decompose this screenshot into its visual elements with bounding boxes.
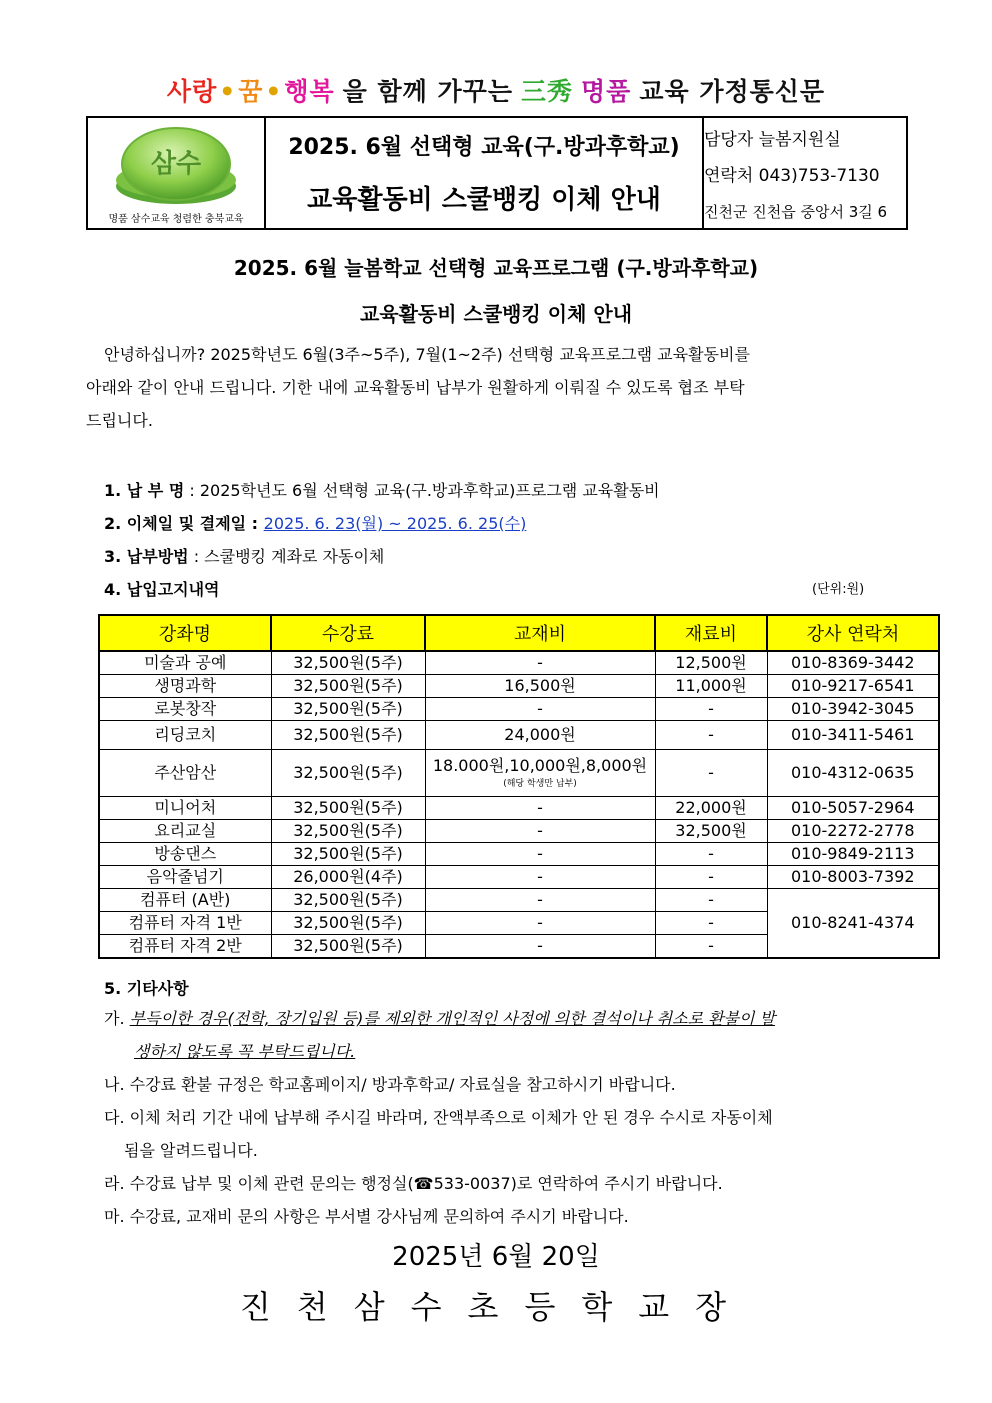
book-fee: 18.000원,10,000원,8,000원 [432, 756, 648, 775]
course-name: 음악줄넘기 [99, 866, 271, 889]
course-fee: 32,500원(5주) [271, 651, 425, 675]
etc-a-line-2: 생하지 않도록 꼭 부탁드립니다. [134, 1042, 356, 1061]
instructor-contact: 010-9849-2113 [767, 843, 939, 866]
book-fee: - [425, 843, 655, 866]
table-row [99, 698, 939, 721]
etc-item-a [104, 1002, 914, 1035]
material-fee: 22,000원 [655, 797, 767, 820]
course-name: 로봇창작 [99, 698, 271, 721]
table-row [99, 797, 939, 820]
item-payment-name [104, 478, 660, 501]
slogan-masterpiece: 명품 [581, 77, 632, 106]
course-name: 미니어처 [99, 797, 271, 820]
intro-line-1: 안녕하십니까? 2025학년도 6월(3주~5주), 7월(1~2주) 선택형 교육프로그램 교육활동비를 [104, 345, 750, 364]
header-title-1: 2025. 6월 선택형 교육(구.방과후학교) [288, 135, 680, 160]
book-fee: - [425, 889, 655, 912]
header-material: 재료비 [655, 615, 767, 651]
svg-text:삼수: 삼수 [150, 149, 202, 179]
table-header-row [99, 615, 939, 651]
table-row [99, 721, 939, 750]
table-row [99, 889, 939, 912]
book-fee: 24,000원 [425, 721, 655, 750]
header-book: 교재비 [425, 615, 655, 651]
instructor-contact: 010-5057-2964 [767, 797, 939, 820]
etc-item-c-cont: 됨을 알려드립니다. [124, 1141, 258, 1160]
etc-item-e: 마. 수강료, 교재비 문의 사항은 부서별 강사님께 문의하여 주시기 바랍니다. [104, 1207, 629, 1226]
etc-item-a-cont [104, 1035, 914, 1068]
material-fee: - [655, 866, 767, 889]
course-name: 주산암산 [99, 750, 271, 797]
book-fee-note: (해당 학생만 납부) [503, 779, 577, 789]
item-3-label: 3. 납부방법 [104, 547, 189, 566]
course-name: 방송댄스 [99, 843, 271, 866]
etc-item-b: 나. 수강료 환불 규정은 학교홈페이지/ 방과후학교/ 자료실을 참고하시기 바랍니다. [104, 1075, 676, 1094]
instructor-contact: 010-3942-3045 [767, 698, 939, 721]
item-transfer-date [104, 511, 526, 534]
table-row [99, 675, 939, 698]
instructor-contact: 010-8003-7392 [767, 866, 939, 889]
material-fee: - [655, 889, 767, 912]
course-name: 컴퓨터 자격 2반 [99, 935, 271, 959]
book-fee: - [425, 698, 655, 721]
book-fee: - [425, 935, 655, 959]
fee-table [98, 614, 940, 959]
material-fee: 32,500원 [655, 820, 767, 843]
item-3-value: : 스쿨뱅킹 계좌로 자동이체 [188, 547, 385, 566]
material-fee: - [655, 843, 767, 866]
course-fee: 32,500원(5주) [271, 820, 425, 843]
material-fee: - [655, 912, 767, 935]
course-fee: 32,500원(5주) [271, 797, 425, 820]
intro-line-3: 드립니다. [86, 411, 153, 430]
issue-date: 2025년 6월 20일 [392, 1242, 600, 1272]
table-row [99, 651, 939, 675]
logo-caption: 명품 삼수교육 청렴한 충북교육 [108, 214, 244, 225]
table-row [99, 843, 939, 866]
material-fee: - [655, 698, 767, 721]
slogan-dot: • [219, 77, 237, 106]
item-1-label: 1. 납 부 명 [104, 481, 185, 500]
course-fee: 32,500원(5주) [271, 843, 425, 866]
slogan-text: 을 함께 가꾸는 [342, 77, 513, 106]
item-billing-details [104, 577, 220, 600]
unit-label: (단위:원) [812, 582, 865, 597]
instructor-contact: 010-8241-4374 [767, 889, 939, 959]
slogan-happiness: 행복 [284, 77, 335, 106]
manager-line: 담당자 늘봄지원실 [704, 130, 841, 150]
table-row [99, 866, 939, 889]
instructor-contact: 010-9217-6541 [767, 675, 939, 698]
course-fee: 32,500원(5주) [271, 935, 425, 959]
material-fee: 12,500원 [655, 651, 767, 675]
slogan-dream: 꿈 [238, 77, 264, 106]
etc-item-c: 다. 이체 처리 기간 내에 납부해 주시길 바라며, 잔액부족으로 이체가 안 된 경우 수시로 자동이체 [104, 1108, 773, 1127]
book-fee: 16,500원 [425, 675, 655, 698]
header-box [86, 116, 908, 230]
phone-line: 연락처 043)753-7130 [704, 166, 880, 186]
course-fee: 32,500원(5주) [271, 912, 425, 935]
instructor-contact: 010-3411-5461 [767, 721, 939, 750]
slogan-samsu: 三秀 [520, 77, 573, 106]
material-fee: 11,000원 [655, 675, 767, 698]
contact-cell [704, 118, 906, 228]
school-logo-icon [108, 122, 244, 210]
item-2-label: 2. 이체일 및 결제일 : [104, 514, 264, 533]
item-4-label: 4. 납입고지내역 [104, 580, 220, 599]
instructor-contact: 010-8369-3442 [767, 651, 939, 675]
address-line: 진천군 진천읍 중앙서 3길 6 [704, 203, 888, 221]
logo-cell [88, 118, 266, 228]
course-fee: 32,500원(5주) [271, 750, 425, 797]
course-fee: 32,500원(5주) [271, 889, 425, 912]
slogan-dot: • [265, 77, 283, 106]
material-fee: - [655, 750, 767, 797]
table-row [99, 820, 939, 843]
principal-signature: 진천삼수초등학교장 [239, 1288, 753, 1326]
course-name: 컴퓨터 자격 1반 [99, 912, 271, 935]
header-title-cell [266, 118, 704, 228]
course-fee: 32,500원(5주) [271, 721, 425, 750]
slogan-tail: 교육 가정통신문 [639, 77, 826, 106]
book-fee: - [425, 797, 655, 820]
header-course: 강좌명 [99, 615, 271, 651]
book-fee: - [425, 866, 655, 889]
etc-item-d: 라. 수강료 납부 및 이체 관련 문의는 행정실(☎533-0037)로 연락하여 주시기 바랍니다. [104, 1174, 723, 1193]
course-name: 컴퓨터 (A반) [99, 889, 271, 912]
etc-a-prefix: 가. [104, 1009, 130, 1028]
etc-list [104, 1002, 914, 1233]
instructor-contact: 010-4312-0635 [767, 750, 939, 797]
doc-title-2: 교육활동비 스쿨뱅킹 이체 안내 [359, 302, 633, 326]
course-fee: 32,500원(5주) [271, 675, 425, 698]
table-row [99, 750, 939, 797]
book-fee-cell [425, 750, 655, 797]
book-fee: - [425, 912, 655, 935]
item-1-value: : 2025학년도 6월 선택형 교육(구.방과후학교)프로그램 교육활동비 [184, 481, 660, 500]
material-fee: - [655, 721, 767, 750]
header-tuition: 수강료 [271, 615, 425, 651]
instructor-contact: 010-2272-2778 [767, 820, 939, 843]
course-name: 리딩코치 [99, 721, 271, 750]
course-name: 요리교실 [99, 820, 271, 843]
course-name: 생명과학 [99, 675, 271, 698]
book-fee: - [425, 820, 655, 843]
header-title-2: 교육활동비 스쿨뱅킹 이체 안내 [307, 185, 661, 215]
etc-a-line-1: 부득이한 경우(전학, 장기입원 등)를 제외한 개인적인 사정에 의한 결석이나 취소로 환불이 발 [129, 1009, 776, 1028]
slogan [0, 72, 992, 108]
doc-title-1: 2025. 6월 늘봄학교 선택형 교육프로그램 (구.방과후학교) [233, 256, 759, 280]
intro-line-2: 아래와 같이 안내 드립니다. 기한 내에 교육활동비 납부가 원활하게 이뤄질 수 있도록 협조 부탁 [86, 378, 745, 397]
item-payment-method [104, 544, 384, 567]
course-fee: 26,000원(4주) [271, 866, 425, 889]
etc-title: 5. 기타사항 [104, 979, 189, 998]
book-fee: - [425, 651, 655, 675]
intro-paragraph [86, 338, 908, 437]
course-name: 미술과 공예 [99, 651, 271, 675]
transfer-date-link[interactable]: 2025. 6. 23(월) ~ 2025. 6. 25(수) [263, 514, 527, 533]
course-fee: 32,500원(5주) [271, 698, 425, 721]
slogan-love: 사랑 [166, 77, 218, 106]
header-contact: 강사 연락처 [767, 615, 939, 651]
material-fee: - [655, 935, 767, 959]
